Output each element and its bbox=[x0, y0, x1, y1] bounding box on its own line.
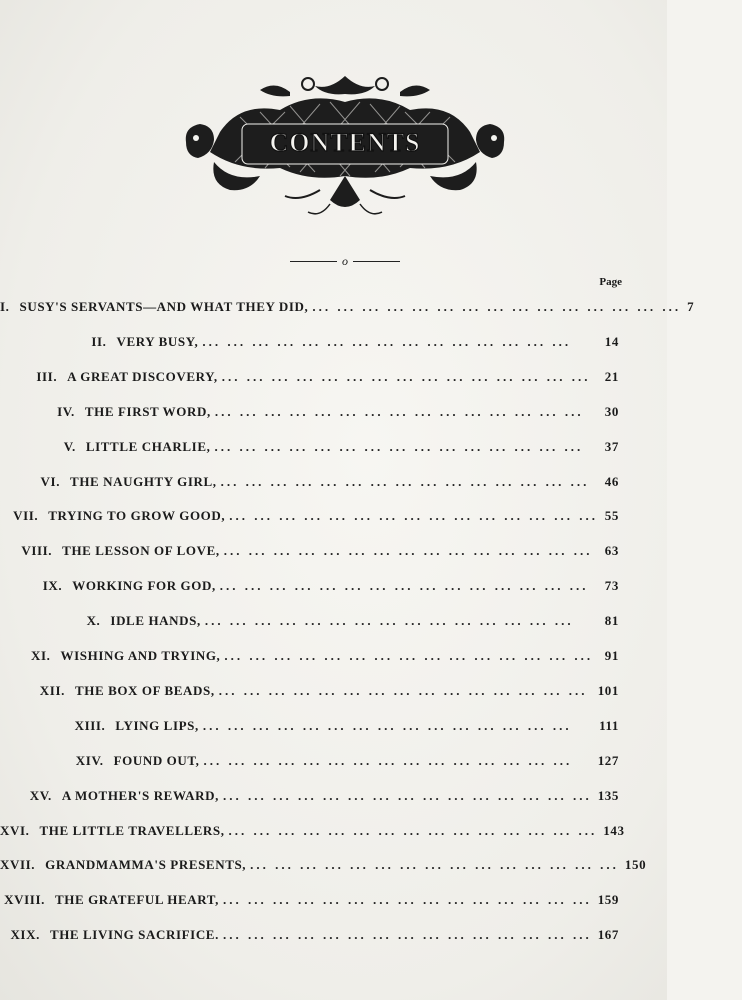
chapter-page-number: 101 bbox=[597, 682, 619, 698]
dot-leader: ... ... ... ... ... ... ... ... ... ... ... ... ... ... ... bbox=[221, 368, 591, 384]
dot-leader: ... ... ... ... ... ... ... ... ... ... ... ... ... ... ... bbox=[222, 927, 592, 943]
chapter-numeral: XIV. bbox=[75, 752, 104, 768]
dot-leader: ... ... ... ... ... ... ... ... ... ... ... ... ... ... ... bbox=[222, 787, 592, 803]
chapter-numeral: XVI. bbox=[0, 822, 30, 838]
toc-entry bbox=[0, 604, 667, 638]
chapter-page-number: 37 bbox=[604, 438, 619, 454]
chapter-numeral: XV. bbox=[29, 787, 52, 803]
page-column-label: Page bbox=[599, 276, 622, 288]
chapter-numeral: VII. bbox=[13, 508, 39, 524]
chapter-page-number: 167 bbox=[597, 927, 619, 943]
dot-leader: ... ... ... ... ... ... ... ... ... ... ... ... ... ... ... bbox=[202, 333, 572, 349]
divider-line-right bbox=[353, 261, 400, 262]
chapter-title: A GREAT DISCOVERY, bbox=[67, 368, 218, 384]
toc-entry bbox=[0, 499, 667, 533]
dot-leader: ... ... ... ... ... ... ... ... ... ... ... ... ... ... ... bbox=[223, 543, 593, 559]
chapter-numeral: VI. bbox=[40, 473, 61, 489]
chapter-numeral: XII. bbox=[39, 682, 65, 698]
chapter-title: THE GRATEFUL HEART, bbox=[54, 892, 219, 908]
dot-leader: ... ... ... ... ... ... ... ... ... ... ... ... ... ... ... bbox=[203, 752, 573, 768]
page-title: CONTENTS bbox=[269, 128, 421, 157]
toc-entry bbox=[0, 674, 667, 708]
toc-entry bbox=[0, 709, 667, 743]
chapter-numeral: IV. bbox=[57, 403, 75, 419]
toc-entry bbox=[0, 325, 667, 359]
chapter-title: LYING LIPS, bbox=[115, 717, 199, 733]
chapter-title: WISHING AND TRYING, bbox=[60, 648, 221, 663]
dot-leader: ... ... ... ... ... ... ... ... ... ... ... ... ... ... ... bbox=[222, 892, 592, 908]
toc-entry bbox=[0, 883, 667, 917]
title-divider bbox=[290, 253, 400, 269]
toc-entry bbox=[0, 569, 667, 603]
chapter-title: THE BOX OF BEADS, bbox=[74, 682, 215, 698]
toc-entry bbox=[0, 744, 667, 778]
chapter-numeral: XIII. bbox=[74, 717, 106, 733]
toc-entry bbox=[0, 814, 667, 848]
chapter-numeral: XIX. bbox=[10, 927, 40, 943]
chapter-page-number: 73 bbox=[604, 578, 619, 594]
chapter-page-number: 127 bbox=[597, 752, 619, 768]
chapter-numeral: X. bbox=[86, 613, 101, 629]
chapter-title: A MOTHER'S REWARD, bbox=[61, 787, 219, 803]
toc-entry bbox=[0, 534, 667, 568]
chapter-title: TRYING TO GROW GOOD, bbox=[48, 508, 226, 524]
chapter-title: THE LITTLE TRAVELLERS, bbox=[39, 822, 225, 838]
chapter-title: VERY BUSY, bbox=[116, 333, 199, 349]
chapter-page-number: 14 bbox=[604, 333, 619, 349]
dot-leader: ... ... ... ... ... ... ... ... ... ... ... ... ... ... ... bbox=[214, 438, 584, 454]
toc-entry bbox=[0, 430, 667, 464]
dot-leader: ... ... ... ... ... ... ... ... ... ... ... ... ... ... ... bbox=[312, 299, 682, 314]
toc-entry bbox=[0, 848, 667, 882]
chapter-page-number: 91 bbox=[604, 648, 619, 663]
dot-leader: ... ... ... ... ... ... ... ... ... ... ... ... ... ... ... bbox=[219, 578, 589, 594]
chapter-numeral: XI. bbox=[31, 648, 51, 663]
chapter-numeral: VIII. bbox=[21, 543, 53, 559]
chapter-title: THE LESSON OF LOVE, bbox=[62, 543, 220, 559]
toc-entry bbox=[0, 360, 667, 394]
chapter-page-number: 81 bbox=[604, 613, 619, 629]
chapter-title: SUSY'S SERVANTS—AND WHAT THEY DID, bbox=[19, 299, 309, 314]
chapter-title: FOUND OUT, bbox=[113, 752, 200, 768]
dot-leader: ... ... ... ... ... ... ... ... ... ... ... ... ... ... ... bbox=[202, 717, 572, 733]
chapter-page-number: 46 bbox=[604, 473, 619, 489]
chapter-page-number: 30 bbox=[604, 403, 619, 419]
dot-leader: ... ... ... ... ... ... ... ... ... ... ... ... ... ... ... bbox=[214, 403, 584, 419]
toc-entry bbox=[0, 918, 667, 952]
dot-leader: ... ... ... ... ... ... ... ... ... ... ... ... ... ... ... bbox=[220, 473, 590, 489]
chapter-numeral: II. bbox=[91, 333, 107, 349]
dot-leader: ... ... ... ... ... ... ... ... ... ... ... ... ... ... ... bbox=[204, 613, 574, 629]
chapter-title: LITTLE CHARLIE, bbox=[85, 438, 211, 454]
toc-entry bbox=[0, 395, 667, 429]
chapter-page-number: 143 bbox=[603, 822, 625, 838]
dot-leader: ... ... ... ... ... ... ... ... ... ... ... ... ... ... ... bbox=[229, 508, 598, 524]
chapter-title: IDLE HANDS, bbox=[110, 613, 201, 629]
chapter-numeral: III. bbox=[36, 368, 58, 384]
chapter-page-number: 21 bbox=[604, 368, 619, 384]
chapter-title: THE NAUGHTY GIRL, bbox=[70, 473, 217, 489]
dot-leader: ... ... ... ... ... ... ... ... ... ... ... ... ... ... ... bbox=[224, 648, 594, 663]
chapter-title: THE FIRST WORD, bbox=[84, 403, 211, 419]
dot-leader: ... ... ... ... ... ... ... ... ... ... ... ... ... ... ... bbox=[250, 857, 619, 873]
toc-entry bbox=[0, 290, 695, 324]
chapter-title: THE LIVING SACRIFICE. bbox=[49, 927, 219, 943]
chapter-title: GRANDMAMMA'S PRESENTS, bbox=[45, 857, 247, 873]
chapter-numeral: XVIII. bbox=[4, 892, 45, 908]
chapter-numeral: XVII. bbox=[0, 857, 36, 873]
dot-leader: ... ... ... ... ... ... ... ... ... ... ... ... ... ... ... bbox=[228, 822, 598, 838]
chapter-page-number: 111 bbox=[599, 717, 619, 733]
divider-line-left bbox=[290, 261, 337, 262]
chapter-title: WORKING FOR GOD, bbox=[72, 578, 216, 594]
chapter-numeral: I. bbox=[0, 299, 10, 314]
chapter-page-number: 135 bbox=[597, 787, 619, 803]
toc-entry bbox=[0, 639, 667, 673]
chapter-page-number: 159 bbox=[597, 892, 619, 908]
chapter-page-number: 55 bbox=[604, 508, 619, 524]
chapter-page-number: 7 bbox=[687, 299, 695, 314]
toc-entry bbox=[0, 779, 667, 813]
chapter-page-number: 63 bbox=[604, 543, 619, 559]
toc-entry bbox=[0, 465, 667, 499]
chapter-page-number: 150 bbox=[624, 857, 647, 873]
divider-mark: o bbox=[342, 253, 348, 268]
chapter-numeral: V. bbox=[63, 438, 76, 454]
chapter-numeral: IX. bbox=[42, 578, 63, 594]
dot-leader: ... ... ... ... ... ... ... ... ... ... ... ... ... ... ... bbox=[218, 682, 588, 698]
